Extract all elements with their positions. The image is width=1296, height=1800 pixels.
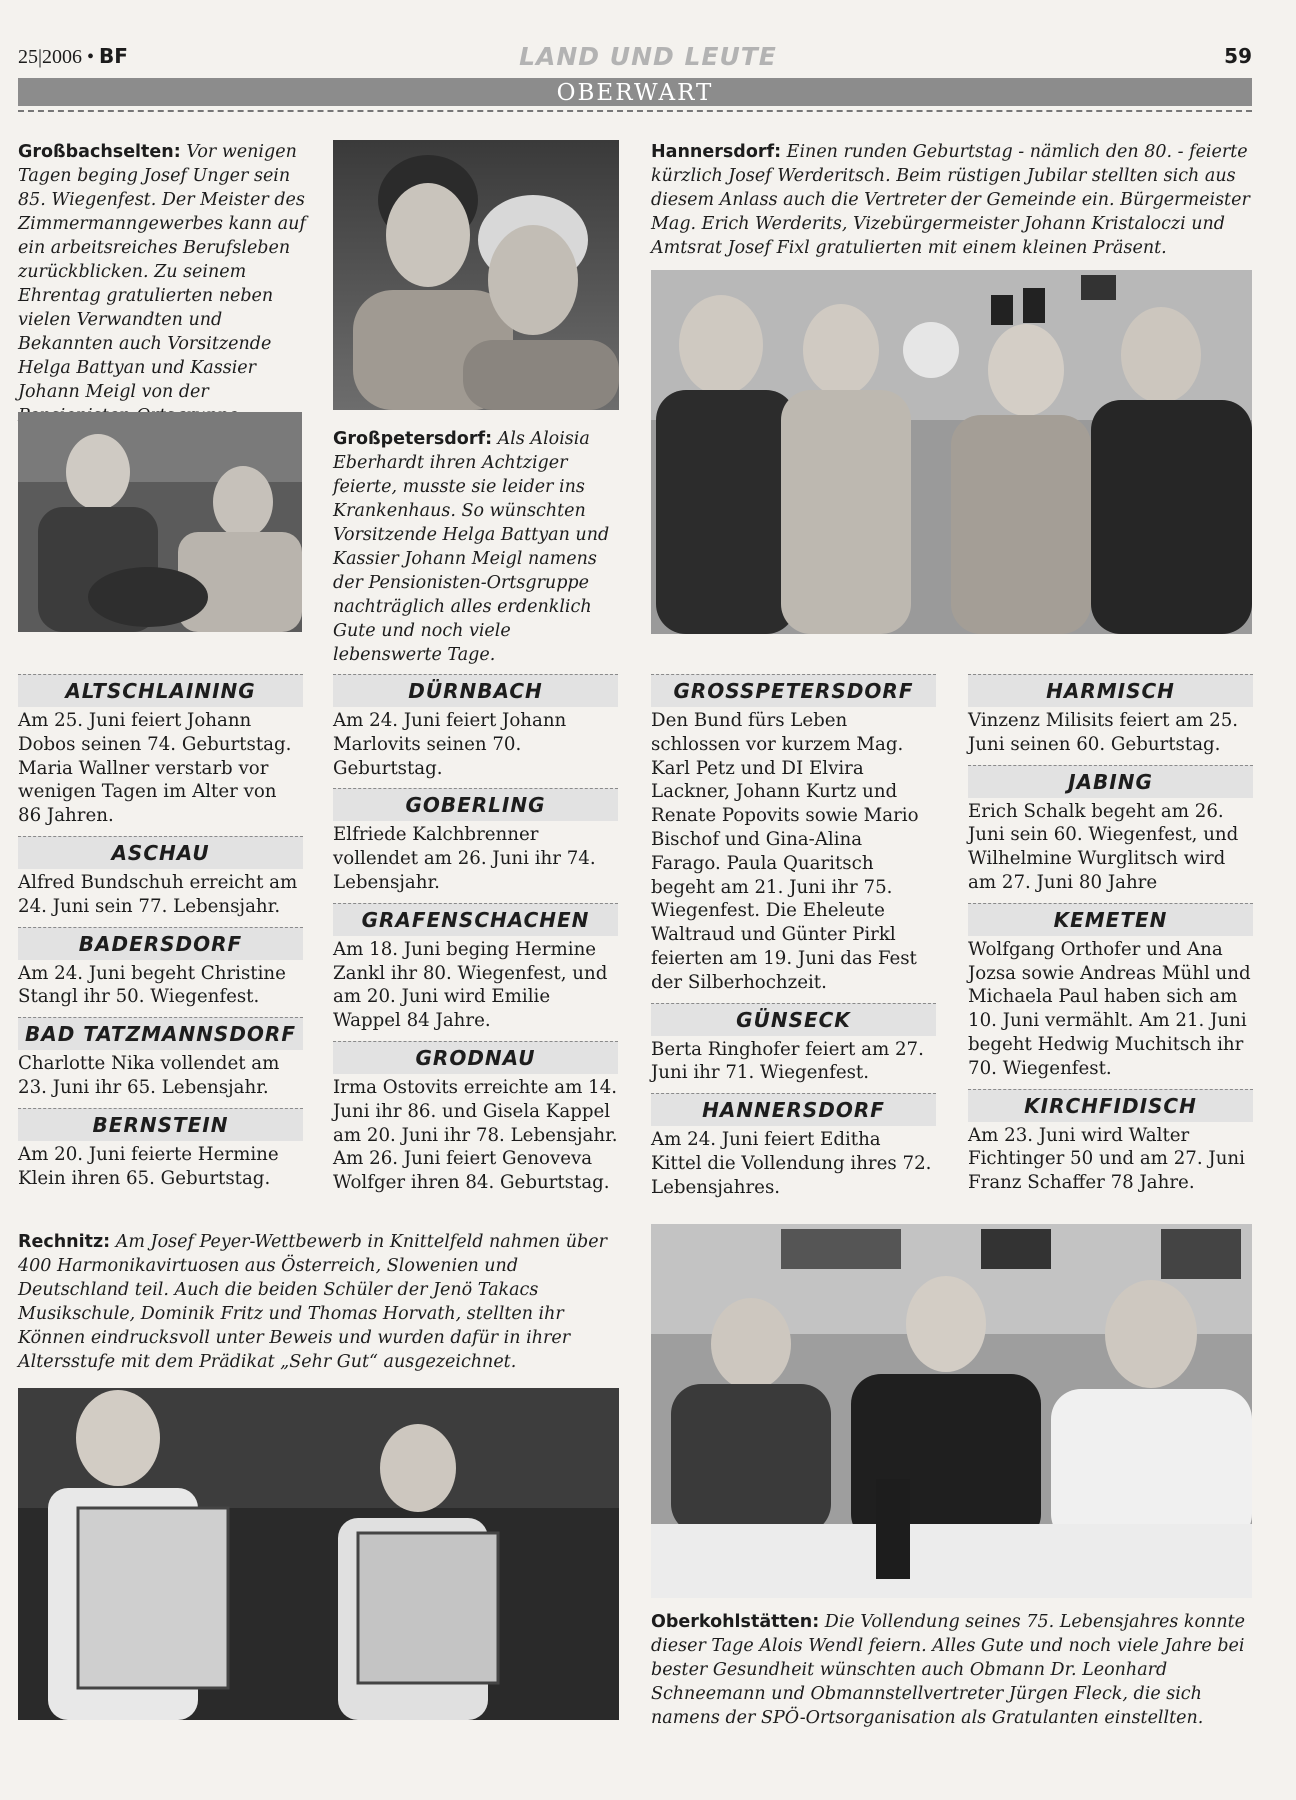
photo-accordion-players (18, 1388, 619, 1720)
section-heading: BADERSDORF (18, 927, 303, 960)
section-heading: DÜRNBACH (333, 674, 618, 707)
section-harmisch (968, 674, 1253, 761)
section-duernbach (333, 674, 618, 784)
caption-hannersdorf: Hannersdorf: Einen runden Geburtstag - nämlich den 80. - feierte kürzlich Josef Werderitsch. Beim rüstigen Jubilar stellten sich aus diesem Anlass auch die Vertreter der Gemeinde ein. Bürgermeister Mag. Erich Werderits, Vizebürgermeister Johann Kristaloczi und Amtsrat Josef Fixl gratulierten mit einem kleinen Präsent. (651, 142, 1250, 258)
section-kemeten (968, 903, 1253, 1085)
section-heading: GÜNSECK (651, 1003, 936, 1036)
section-text: Elfriede Kalchbrenner vollendet am 26. Juni ihr 74. Lebensjahr. (333, 824, 596, 893)
section-heading: GROSSPETERSDORF (651, 674, 936, 707)
photo-table-celebration (651, 1224, 1252, 1598)
section-heading: KIRCHFIDISCH (968, 1089, 1253, 1122)
section-heading: ASCHAU (18, 836, 303, 869)
section-heading: JABING (968, 765, 1253, 798)
section-goberling (333, 788, 618, 898)
photo-two-women (333, 140, 619, 410)
section-text: Am 24. Juni feiert Editha Kittel die Vollendung ihres 72. Lebensjahres. (651, 1129, 932, 1198)
section-grodnau (333, 1041, 618, 1199)
section-title: LAND UND LEUTE (519, 42, 777, 71)
section-text: Am 20. Juni feierte Hermine Klein ihren 65. Geburtstag. (18, 1143, 279, 1189)
news-column-1 (18, 670, 303, 1194)
section-jabing (968, 765, 1253, 899)
photo-hospital-visit (18, 412, 302, 632)
section-text: Vinzenz Milisits feiert am 25. Juni seinen 60. Geburtstag. (968, 710, 1239, 755)
issue-info: 25|2006 • BF (18, 44, 128, 68)
section-bad-tatzmannsdorf (18, 1017, 303, 1104)
region-title: OBERWART (556, 80, 714, 106)
photo-four-men (651, 270, 1252, 634)
news-column-2 (333, 670, 618, 1199)
section-text: Wolfgang Orthofer und Ana Jozsa sowie Andreas Mühl und Michaela Paul haben sich am 10. Juni vermählt. Am 21. Juni begeht Hedwig Muchitsch ihr 70. Wiegenfest. (968, 938, 1251, 1079)
news-column-3 (651, 670, 936, 1204)
region-banner (18, 78, 1252, 106)
caption-oberkohlstaetten: Oberkohlstätten: Die Vollendung seines 75. Lebensjahres konnte dieser Tage Alois Wendl feiern. Alles Gute und noch viele Jahre bei bester Gesundheit wünschten auch Obmann Dr. Leonhard Schneemann und Obmannstellvertreter Jürgen Fleck, die sich namens der SPÖ-Ortsorganisation als Gratulanten einstellten. (651, 1612, 1245, 1728)
section-kirchfidisch (968, 1089, 1253, 1199)
section-bernstein (18, 1108, 303, 1195)
section-text: Am 25. Juni feiert Johann Dobos seinen 74. Geburtstag. Maria Wallner verstarb vor wenigen Tagen im Alter von 86 Jahren. (18, 710, 292, 827)
news-column-4 (968, 670, 1253, 1199)
section-heading: BAD TATZMANNSDORF (18, 1017, 303, 1050)
caption-grossbachselten: Großbachselten: Vor wenigen Tagen beging Josef Unger sein 85. Wiegenfest. Der Meister des Zimmermanngewerbes kann auf ein arbeitsreiches Berufsleben zurückblicken. Zu seinem Ehrentag gratulierten neben vielen Verwandten und Bekannten auch Vorsitzende Helga Battyan und Kassier Johann Meigl von der (18, 142, 306, 402)
section-heading: GRODNAU (333, 1041, 618, 1074)
section-text: Am 23. Juni wird Walter Fichtinger 50 und am 27. Juni Franz Schaffer 78 Jahre. (968, 1124, 1245, 1194)
section-heading: GRAFENSCHACHEN (333, 903, 618, 936)
section-guenseck (651, 1003, 936, 1090)
brand: BF (99, 44, 128, 68)
section-text: Irma Ostovits erreichte am 14. Juni ihr 86. und Gisela Kappel am 20. Juni ihr 78. Lebensjahr. Am 26. Juni feiert Genoveva Wolfger ihren 84. Geburtstag. (333, 1076, 618, 1194)
section-text: Am 24. Juni feiert Johann Marlovits seinen 70. Geburtstag. (333, 710, 567, 779)
section-heading: HANNERSDORF (651, 1093, 936, 1126)
section-heading: KEMETEN (968, 903, 1253, 936)
section-altschlaining (18, 674, 303, 832)
section-aschau (18, 836, 303, 923)
section-text: Alfred Bundschuh erreicht am 24. Juni sein 77. Lebensjahr. (18, 871, 298, 917)
section-text: Berta Ringhofer feiert am 27. Juni ihr 71. Wiegenfest. (651, 1038, 924, 1084)
caption-grosspetersdorf: Großpetersdorf: Als Aloisia Eberhardt ihren Achtziger feierte, musste sie leider ins Krankenhaus. So wünschten Vorsitzende Helga Battyan und Kassier Johann Meigl namens der Pensionisten-Ortsgruppe nachträglich alles erdenklich Gute und noch viele lebenswerte Tage. (333, 429, 610, 665)
section-text: Erich Schalk begeht am 26. Juni sein 60. Wiegenfest, und Wilhelmine Wurglitsch wird am 27. Juni 80 Jahre (968, 800, 1239, 893)
caption-rechnitz: Rechnitz: Am Josef Peyer-Wettbewerb in Knittelfeld nahmen über 400 Harmonikavirtuosen aus Österreich, Slowenien und Deutschland teil. Auch die beiden Schüler der Jenö Takacs Musikschule, Dominik Fritz und Thomas Horvath, stellten ihr Können eindrucksvoll unter Beweis und wurden dafür in ihrer Altersstufe mit dem Prädikat „Sehr Gut“ ausgezeichnet. (18, 1232, 607, 1372)
section-text: Charlotte Nika vollendet am 23. Juni ihr 65. Lebensjahr. (18, 1053, 280, 1098)
section-heading: BERNSTEIN (18, 1108, 303, 1141)
section-grafenschachen (333, 903, 618, 1037)
section-badersdorf (18, 927, 303, 1014)
section-text: Den Bund fürs Leben schlossen vor kurzem Mag. Karl Petz und DI Elvira Lackner, Johann Kurtz und Renate Popovits sowie Mario Bischof und Gina-Alina Farago. Paula Quaritsch begeht am 21. Juni ihr 75. Wiegenfest. Die Eheleute Waltraud und Günter Pirkl feierten am 19. Juni das Fest der Silberhochzeit. (651, 710, 919, 993)
section-heading: HARMISCH (968, 674, 1253, 707)
section-heading: GOBERLING (333, 788, 618, 821)
section-heading: ALTSCHLAINING (18, 674, 303, 707)
page-number: 59 (1224, 44, 1252, 68)
section-hannersdorf (651, 1093, 936, 1203)
section-grosspetersdorf (651, 674, 936, 999)
section-text: Am 18. Juni beging Hermine Zankl ihr 80. Wiegenfest, und am 20. Juni wird Emilie Wappel 84 Jahre. (333, 938, 608, 1032)
header-divider (18, 110, 1252, 112)
section-text: Am 24. Juni begeht Christine Stangl ihr 50. Wiegenfest. (18, 962, 286, 1008)
